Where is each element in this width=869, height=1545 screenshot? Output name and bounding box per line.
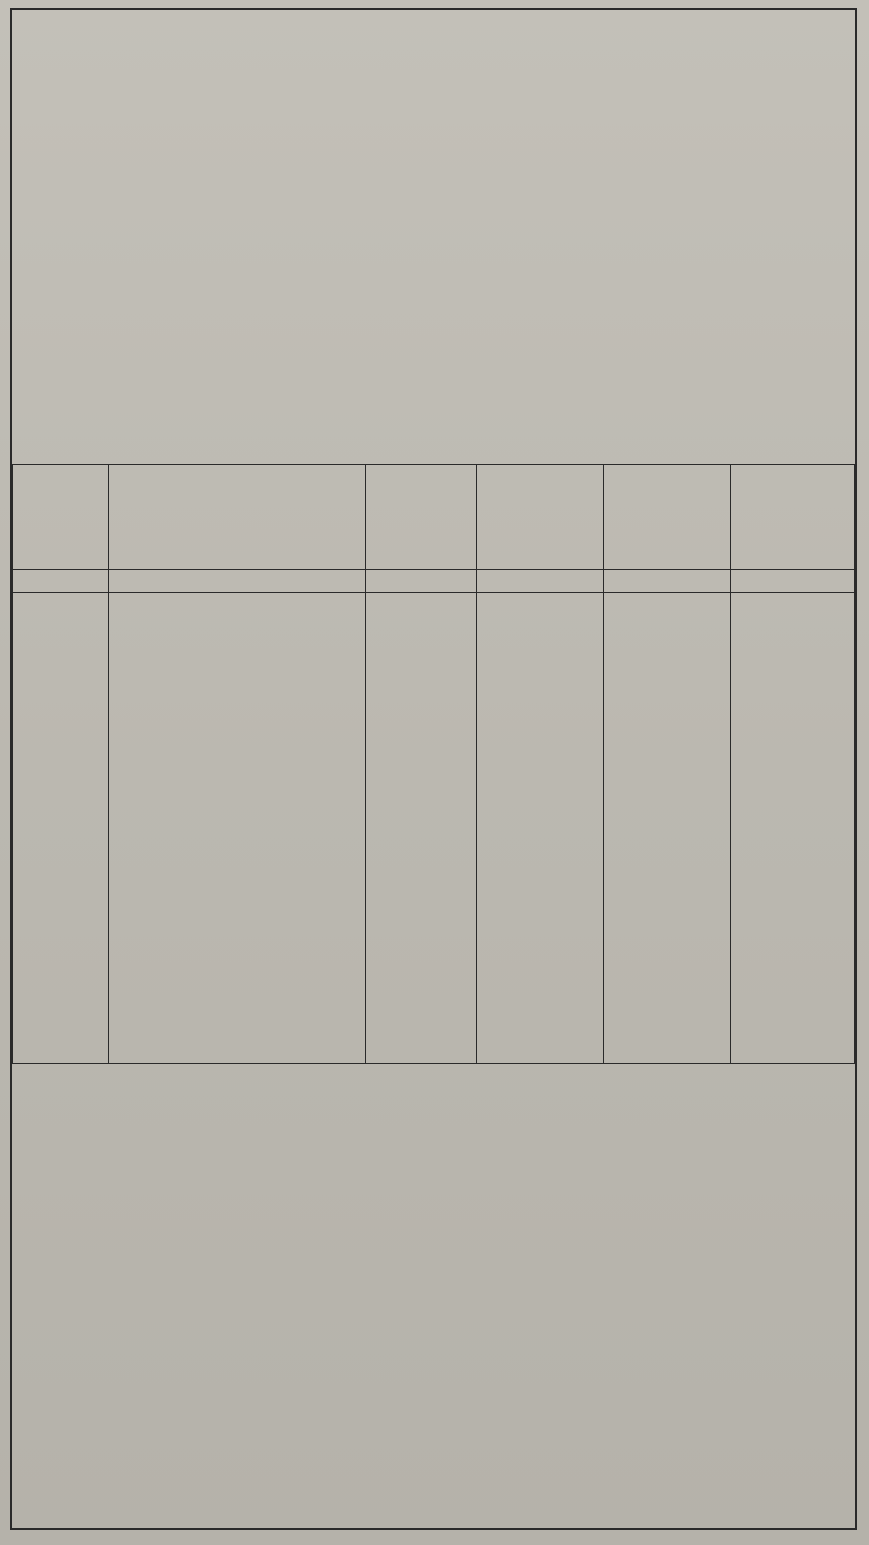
tender-table	[12, 464, 855, 1064]
table-header-row	[13, 465, 855, 570]
bid-security-value	[604, 593, 730, 623]
price-cell	[731, 593, 855, 1064]
paragraph-line	[62, 370, 844, 396]
column-number	[477, 570, 604, 593]
table-row	[13, 593, 855, 1064]
header-price	[731, 465, 855, 570]
tender-notice-frame	[10, 8, 857, 1530]
column-number	[108, 570, 365, 593]
paragraph-line	[62, 396, 844, 422]
paragraph-line	[62, 448, 844, 462]
header-qty	[365, 465, 477, 570]
paragraph-line	[62, 318, 844, 344]
security-cell	[604, 593, 731, 1064]
header-delivery	[477, 465, 604, 570]
column-number	[365, 570, 477, 593]
paragraph-line	[62, 292, 844, 318]
paragraph-line	[62, 422, 844, 448]
header-package	[13, 465, 109, 570]
paragraph-line	[62, 266, 844, 292]
column-number	[13, 570, 109, 593]
tender-price-value	[731, 593, 854, 623]
package-cell	[13, 593, 109, 1064]
column-number-row	[13, 570, 855, 593]
header-security	[604, 465, 731, 570]
description-cell	[108, 593, 365, 1064]
column-number	[731, 570, 855, 593]
paragraph-line	[62, 344, 844, 370]
header-description	[108, 465, 365, 570]
qty-cell	[365, 593, 477, 1064]
delivery-cell	[477, 593, 604, 1064]
column-number	[604, 570, 731, 593]
